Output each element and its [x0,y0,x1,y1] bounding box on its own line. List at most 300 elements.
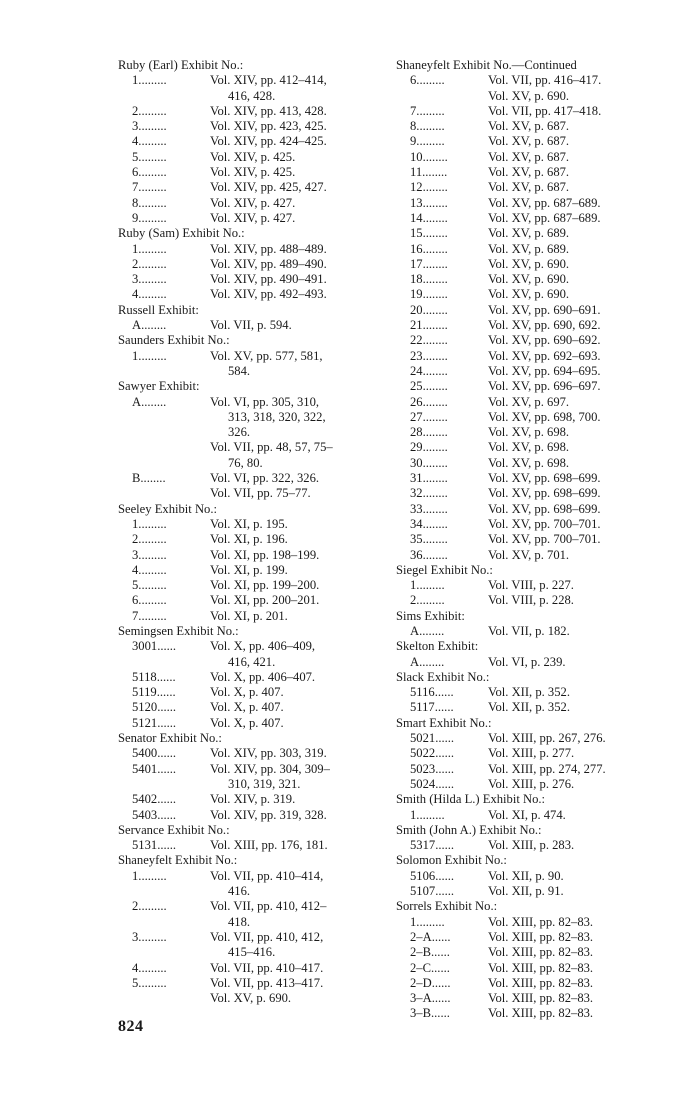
exhibit-heading-text: Russell Exhibit: [118,302,199,317]
exhibit-entry [118,395,380,410]
exhibit-heading [396,639,658,654]
volume-reference: Vol. X, pp. 406–409, [210,639,316,654]
volume-reference: Vol. VII, p. 594. [210,318,292,333]
exhibit-number: 12........ [410,180,448,195]
exhibit-number: A........ [132,318,167,333]
exhibit-entry [396,746,658,761]
exhibit-number: 2–C...... [410,960,450,975]
volume-reference: Vol. XII, p. 91. [488,884,564,899]
continuation-text: 416, 421. [228,654,276,669]
volume-reference: Vol. XV, pp. 698–699. [488,486,601,501]
reference-continuation [118,364,380,379]
exhibit-entry [118,563,380,578]
exhibit-entry [396,700,658,715]
volume-reference: Vol. XI, p. 195. [210,516,288,531]
exhibit-number: 13........ [410,195,448,210]
volume-reference: Vol. XV, p. 687. [488,180,570,195]
volume-reference: Vol. XIV, pp. 303, 319. [210,746,327,761]
exhibit-number: 2......... [132,532,167,547]
exhibit-number: 16........ [410,241,448,256]
exhibit-entry [118,762,380,777]
exhibit-entry [396,930,658,945]
exhibit-heading [396,899,658,914]
exhibit-heading-text: Smith (John A.) Exhibit No.: [396,822,542,837]
exhibit-entry [118,609,380,624]
exhibit-number: 19........ [410,287,448,302]
page-number: 824 [118,1018,144,1035]
exhibit-entry [118,899,380,914]
exhibit-entry [118,517,380,532]
exhibit-number: 8......... [132,195,167,210]
exhibit-number: 4......... [132,960,167,975]
exhibit-heading [118,333,380,348]
exhibit-number: 5119...... [132,685,176,700]
exhibit-entry [396,762,658,777]
exhibit-number: 25........ [410,379,448,394]
exhibit-number: 28........ [410,425,448,440]
exhibit-heading [396,823,658,838]
exhibit-number: 4......... [132,287,167,302]
volume-reference: Vol. VII, pp. 410–414, [210,868,324,883]
exhibit-entry [396,395,658,410]
exhibit-number: 5317...... [410,838,455,853]
exhibit-entry [118,838,380,853]
exhibit-entry [396,578,658,593]
exhibit-number: 1......... [132,241,167,256]
exhibit-number: 11........ [410,165,448,180]
exhibit-heading-text: Shaneyfelt Exhibit No.—Continued [396,58,577,72]
volume-reference: Vol. XV, pp. 690, 692. [488,318,601,333]
volume-reference: Vol. VII, pp. 410–417. [210,960,324,975]
exhibit-entry [396,196,658,211]
exhibit-entry [118,119,380,134]
exhibit-number: 33........ [410,501,448,516]
exhibit-heading [396,609,658,624]
exhibit-number: 2......... [410,593,445,608]
exhibit-entry [396,456,658,471]
continuation-text: 584. [228,363,251,378]
exhibit-entry [396,287,658,302]
exhibit-entry [396,180,658,195]
volume-reference: Vol. XIV, pp. 488–489. [210,241,327,256]
exhibit-number: 5116...... [410,685,454,700]
exhibit-number: 5121...... [132,715,177,730]
exhibit-heading-text: Sawyer Exhibit: [118,379,200,394]
exhibit-entry [118,548,380,563]
exhibit-entry [118,670,380,685]
exhibit-entry [396,945,658,960]
exhibit-entry [118,134,380,149]
exhibit-heading [396,670,658,685]
additional-volume-reference [396,89,658,104]
exhibit-number: 1......... [132,73,167,88]
volume-reference: Vol. XV, p. 698. [488,455,570,470]
reference-continuation [118,777,380,792]
exhibit-heading-text: Skelton Exhibit: [396,639,479,654]
exhibit-entry [118,578,380,593]
exhibit-entry [396,165,658,180]
exhibit-number: 34........ [410,516,448,531]
exhibit-entry [396,502,658,517]
exhibit-entry [396,211,658,226]
exhibit-number: 3001...... [132,639,177,654]
exhibit-number: A........ [410,654,445,669]
exhibit-heading [396,792,658,807]
volume-reference: Vol. XI, p. 196. [210,532,288,547]
exhibit-heading [118,624,380,639]
exhibit-number: 6......... [410,73,445,88]
exhibit-entry [396,532,658,547]
exhibit-number: 4......... [132,562,167,577]
volume-reference: Vol. XIII, pp. 274, 277. [488,761,606,776]
exhibit-entry [118,349,380,364]
exhibit-number: 7......... [132,180,167,195]
exhibit-number: 4......... [132,134,167,149]
volume-reference: Vol. XIV, pp. 413, 428. [210,103,327,118]
right-index-column [396,58,658,1022]
exhibit-number: 5......... [132,149,167,164]
exhibit-number: 5023...... [410,761,455,776]
exhibit-number: 1......... [410,914,445,929]
volume-reference: Vol. XII, p. 352. [488,700,570,715]
volume-reference: Vol. XIV, p. 319. [210,792,296,807]
exhibit-heading [396,853,658,868]
volume-reference: Vol. VII, pp. 413–417. [210,975,324,990]
volume-reference: Vol. VII, pp. 48, 57, 75– [210,440,333,455]
exhibit-heading [396,58,658,73]
exhibit-entry [118,930,380,945]
volume-reference: Vol. XIV, p. 427. [210,195,296,210]
exhibit-entry [396,349,658,364]
volume-reference: Vol. XV, p. 687. [488,134,570,149]
exhibit-heading [118,502,380,517]
exhibit-entry [118,639,380,654]
exhibit-entry [396,272,658,287]
continuation-text: 313, 318, 320, 322, [228,409,326,424]
exhibit-entry [396,440,658,455]
exhibit-number: 22........ [410,333,448,348]
exhibit-entry [396,838,658,853]
exhibit-number: 8......... [410,119,445,134]
volume-reference: Vol. XIII, pp. 82–83. [488,914,594,929]
exhibit-entry [396,731,658,746]
volume-reference: Vol. XV, p. 690. [210,991,292,1006]
exhibit-number: 3......... [132,272,167,287]
exhibit-number: 14........ [410,210,448,225]
exhibit-number: A........ [410,623,445,638]
exhibit-entry [118,792,380,807]
exhibit-heading [118,823,380,838]
exhibit-number: 2......... [132,899,167,914]
volume-reference: Vol. XV, p. 689. [488,226,570,241]
volume-reference: Vol. VII, p. 182. [488,623,570,638]
volume-reference: Vol. VI, pp. 322, 326. [210,471,320,486]
volume-reference: Vol. XIII, pp. 176, 181. [210,838,328,853]
volume-reference: Vol. XIII, pp. 82–83. [488,929,594,944]
volume-reference: Vol. XV, p. 701. [488,547,570,562]
volume-reference: Vol. XIV, pp. 304, 309– [210,761,330,776]
exhibit-entry [396,471,658,486]
volume-reference: Vol. XIV, pp. 425, 427. [210,180,327,195]
volume-reference: Vol. XV, p. 698. [488,440,570,455]
volume-reference: Vol. XIV, pp. 489–490. [210,256,327,271]
exhibit-entry [396,869,658,884]
volume-reference: Vol. XV, p. 698. [488,425,570,440]
exhibit-number: 5024...... [410,776,455,791]
volume-reference: Vol. XV, p. 690. [488,272,570,287]
exhibit-heading [396,716,658,731]
volume-reference: Vol. VII, pp. 75–77. [210,486,311,501]
volume-reference: Vol. VII, pp. 410, 412, [210,929,324,944]
exhibit-entry [396,808,658,823]
exhibit-number: 1......... [132,348,167,363]
continuation-text: 326. [228,425,251,440]
volume-reference: Vol. XV, pp. 577, 581, [210,348,323,363]
exhibit-entry [396,777,658,792]
exhibit-entry [118,869,380,884]
volume-reference: Vol. XV, pp. 687–689. [488,195,601,210]
exhibit-entry [396,548,658,563]
volume-reference: Vol. X, p. 407. [210,715,284,730]
exhibit-heading-text: Siegel Exhibit No.: [396,562,493,577]
exhibit-entry [118,808,380,823]
exhibit-number: 35........ [410,532,448,547]
exhibit-heading-text: Ruby (Sam) Exhibit No.: [118,226,245,241]
reference-continuation [118,89,380,104]
additional-volume-reference [118,440,380,455]
exhibit-entry [118,700,380,715]
exhibit-entry [396,410,658,425]
exhibit-number: 3......... [132,929,167,944]
volume-reference: Vol. XIII, pp. 82–83. [488,1006,594,1021]
volume-reference: Vol. XV, p. 687. [488,149,570,164]
exhibit-number: 7......... [132,608,167,623]
volume-reference: Vol. XIV, pp. 492–493. [210,287,327,302]
exhibit-number: 36........ [410,547,448,562]
exhibit-number: 3–A...... [410,991,451,1006]
exhibit-heading-text: Solomon Exhibit No.: [396,853,507,868]
exhibit-number: 1......... [132,516,167,531]
exhibit-number: 5402...... [132,792,177,807]
volume-reference: Vol. XV, pp. 698–699. [488,471,601,486]
exhibit-number: 6......... [132,165,167,180]
exhibit-entry [396,333,658,348]
volume-reference: Vol. XIII, pp. 82–83. [488,975,594,990]
volume-reference: Vol. XV, p. 690. [488,287,570,302]
volume-reference: Vol. XII, p. 352. [488,685,570,700]
volume-reference: Vol. XIII, pp. 82–83. [488,991,594,1006]
exhibit-entry [396,991,658,1006]
exhibit-number: 9......... [410,134,445,149]
volume-reference: Vol. XIII, p. 283. [488,838,575,853]
exhibit-heading [118,731,380,746]
exhibit-entry [396,685,658,700]
exhibit-entry [118,961,380,976]
exhibit-number: 32........ [410,486,448,501]
additional-volume-reference [118,486,380,501]
volume-reference: Vol. XIII, pp. 267, 276. [488,731,606,746]
exhibit-number: 9......... [132,210,167,225]
left-index-column [118,58,380,1006]
reference-continuation [118,915,380,930]
volume-reference: Vol. XV, pp. 690–692. [488,333,601,348]
exhibit-entry [396,134,658,149]
volume-reference: Vol. XV, pp. 690–691. [488,302,601,317]
volume-reference: Vol. XI, pp. 198–199. [210,547,320,562]
exhibit-number: 29........ [410,440,448,455]
volume-reference: Vol. VIII, p. 228. [488,593,574,608]
exhibit-entry [396,242,658,257]
exhibit-entry [118,532,380,547]
exhibit-heading-text: Servance Exhibit No.: [118,822,230,837]
exhibit-heading-text: Semingsen Exhibit No.: [118,623,239,638]
volume-reference: Vol. XV, p. 687. [488,165,570,180]
exhibit-entry [118,976,380,991]
exhibit-entry [396,655,658,670]
continuation-text: 415–416. [228,945,276,960]
volume-reference: Vol. XV, pp. 687–689. [488,210,601,225]
volume-reference: Vol. X, p. 407. [210,700,284,715]
exhibit-number: 5401...... [132,761,177,776]
exhibit-entry [118,471,380,486]
volume-reference: Vol. XI, p. 474. [488,807,566,822]
exhibit-number: 5107...... [410,884,455,899]
exhibit-entry [118,73,380,88]
exhibit-number: 5......... [132,578,167,593]
exhibit-entry [396,119,658,134]
exhibit-entry [396,318,658,333]
exhibit-number: 2–B...... [410,945,450,960]
exhibit-number: A........ [132,394,167,409]
exhibit-entry [396,364,658,379]
volume-reference: Vol. VIII, p. 227. [488,578,574,593]
volume-reference: Vol. VII, pp. 410, 412– [210,899,327,914]
exhibit-entry [396,915,658,930]
volume-reference: Vol. XIII, p. 276. [488,776,575,791]
exhibit-heading-text: Seeley Exhibit No.: [118,501,217,516]
volume-reference: Vol. XIV, pp. 424–425. [210,134,327,149]
exhibit-entry [396,425,658,440]
exhibit-heading-text: Slack Exhibit No.: [396,669,490,684]
exhibit-number: 6......... [132,593,167,608]
exhibit-number: 20........ [410,302,448,317]
exhibit-number: 5117...... [410,700,454,715]
exhibit-entry [118,242,380,257]
exhibit-number: 30........ [410,455,448,470]
exhibit-heading-text: Shaneyfelt Exhibit No.: [118,853,238,868]
volume-reference: Vol. VI, p. 239. [488,654,566,669]
exhibit-number: 5021...... [410,731,455,746]
exhibit-number: 5......... [132,975,167,990]
volume-reference: Vol. XIV, pp. 412–414, [210,73,327,88]
exhibit-heading-text: Saunders Exhibit No.: [118,333,230,348]
exhibit-number: 18........ [410,272,448,287]
exhibit-entry [118,287,380,302]
volume-reference: Vol. VII, pp. 416–417. [488,73,602,88]
exhibit-entry [396,379,658,394]
exhibit-number: 2–A...... [410,929,451,944]
exhibit-entry [118,211,380,226]
exhibit-entry [118,196,380,211]
volume-reference: Vol. XIV, pp. 319, 328. [210,807,327,822]
exhibit-number: 15........ [410,226,448,241]
volume-reference: Vol. XIV, p. 425. [210,149,296,164]
volume-reference: Vol. XIV, pp. 490–491. [210,272,327,287]
exhibit-entry [396,257,658,272]
exhibit-number: 5131...... [132,838,177,853]
exhibit-heading [118,853,380,868]
exhibit-entry [118,257,380,272]
volume-reference: Vol. XV, pp. 692–693. [488,348,601,363]
exhibit-entry [396,961,658,976]
exhibit-entry [396,976,658,991]
exhibit-heading [118,58,380,73]
exhibit-entry [396,226,658,241]
exhibit-entry [118,593,380,608]
exhibit-number: 2......... [132,256,167,271]
exhibit-number: 1......... [410,807,445,822]
exhibit-number: 5106...... [410,868,455,883]
exhibit-number: 2......... [132,103,167,118]
exhibit-heading [396,563,658,578]
exhibit-entry [118,272,380,287]
volume-reference: Vol. X, pp. 406–407. [210,669,316,684]
exhibit-heading-text: Sorrels Exhibit No.: [396,899,498,914]
exhibit-entry [396,593,658,608]
exhibit-entry [396,517,658,532]
continuation-text: 416. [228,884,251,899]
volume-reference: Vol. XV, p. 690. [488,88,570,103]
exhibit-number: 23........ [410,348,448,363]
exhibit-number: 17........ [410,256,448,271]
reference-continuation [118,884,380,899]
continuation-text: 418. [228,914,251,929]
exhibit-number: 10........ [410,149,448,164]
exhibit-entry [396,104,658,119]
reference-continuation [118,425,380,440]
exhibit-number: 21........ [410,318,448,333]
exhibit-number: 1......... [410,578,445,593]
exhibit-number: 24........ [410,363,448,378]
volume-reference: Vol. XV, p. 687. [488,119,570,134]
exhibit-number: 7......... [410,103,445,118]
volume-reference: Vol. XI, p. 199. [210,562,288,577]
volume-reference: Vol. VI, pp. 305, 310, [210,394,320,409]
exhibit-entry [396,150,658,165]
exhibit-entry [396,1006,658,1021]
volume-reference: Vol. XV, pp. 700–701. [488,516,601,531]
exhibit-entry [118,180,380,195]
additional-volume-reference [118,991,380,1006]
continuation-text: 76, 80. [228,455,263,470]
volume-reference: Vol. XV, p. 690. [488,256,570,271]
volume-reference: Vol. XI, pp. 200–201. [210,593,320,608]
reference-continuation [118,410,380,425]
volume-reference: Vol. XV, pp. 700–701. [488,532,601,547]
volume-reference: Vol. XV, pp. 698–699. [488,501,601,516]
volume-reference: Vol. XIII, pp. 82–83. [488,960,594,975]
exhibit-number: B........ [132,471,166,486]
exhibit-number: 3–B...... [410,1006,450,1021]
exhibit-number: 3......... [132,547,167,562]
exhibit-heading [118,303,380,318]
exhibit-entry [118,104,380,119]
exhibit-heading-text: Smart Exhibit No.: [396,715,492,730]
exhibit-number: 5120...... [132,700,177,715]
exhibit-number: 3......... [132,119,167,134]
exhibit-heading [118,379,380,394]
exhibit-number: 5118...... [132,669,176,684]
